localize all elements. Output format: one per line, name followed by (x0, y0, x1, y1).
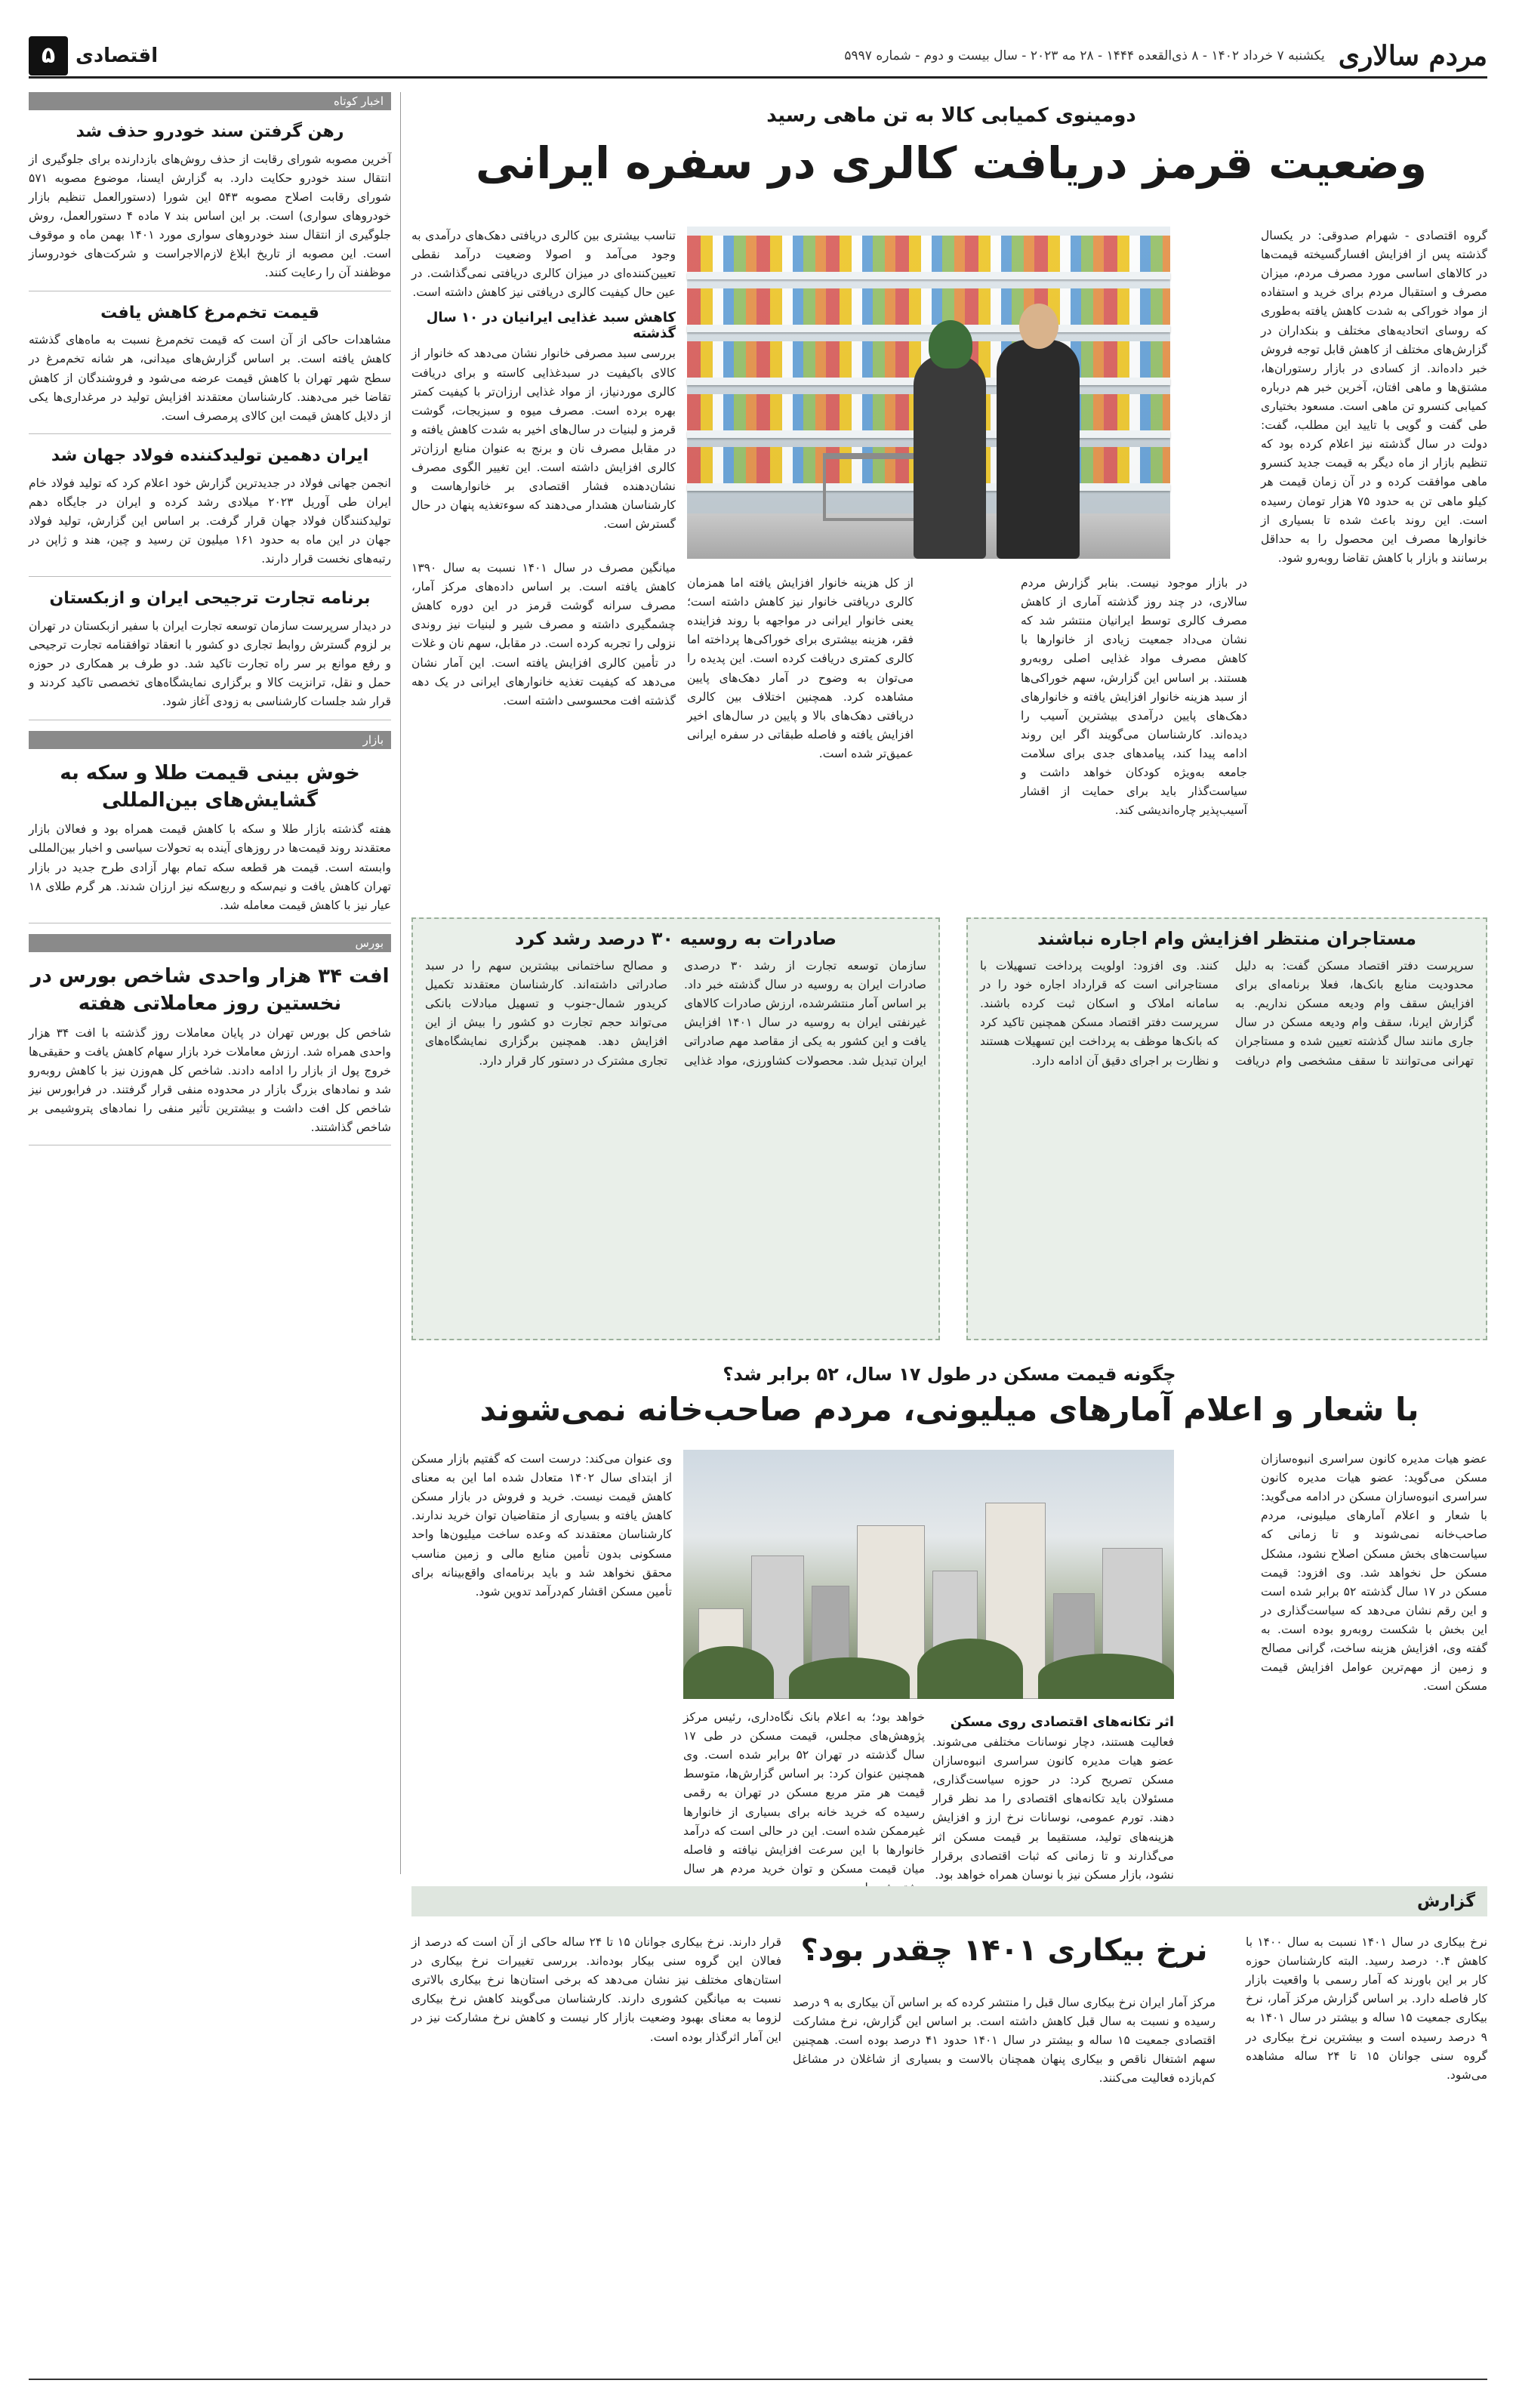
brief-text: در دیدار سرپرست سازمان توسعه تجارت ایران با سفیر ازبکستان در تهران بر لزوم گسترش روابط تجاری دو کشور با انعقاد توافقنامه تجارت ترجیحی و رفع موانع بر سر راه تجارت تاکید شد. دو طرف بر همکاری در حوزه حمل و نقل، ترانزیت کالا و برگزاری نمایشگاه‌های تخصصی تاکید کردند و قرار شد جلسات کارشناسی به زودی آغاز شود. (29, 619, 391, 709)
housing-column (683, 1708, 925, 1874)
news-briefs-sidebar (29, 92, 391, 1874)
brief-text: شاخص کل بورس تهران در پایان معاملات روز گذشته با افت ۳۴ هزار واحدی همراه شد. ارزش معاملات خرد بازار سهام کاهش یافت و حقیقی‌ها خروج پول از بازار را ادامه دادند. شاخص کل هم‌وزن نیز با کاهش روبه‌رو شد و نمادهای بزرگ بازار در محدوده منفی قرار گرفتند. در فرابورس نیز شاخص کل افت داشت و بیشترین تأثیر منفی را نمادهای پتروشیمی بر شاخص گذاشتند. (29, 1025, 391, 1135)
article-column (411, 227, 676, 544)
box-title: مستاجران منتظر افزایش وام اجاره نباشند (1037, 928, 1416, 949)
article-text: میانگین مصرف در سال ۱۴۰۱ نسبت به سال ۱۳۹۰ کاهش یافته است. بر اساس داده‌های مرکز آمار، مصرف سرانه گوشت قرمز در این دوره کاهش چشمگیری داشته و مصرف شیر و لبنیات نیز روندی نزولی را تجربه کرده است. در مقابل، سهم نان و غلات در تأمین کالری افزایش یافته است. این آمار نشان می‌دهد که کیفیت تغذیه خانوارهای ایرانی در یک دهه گذشته افت محسوسی داشته است. (411, 561, 676, 708)
report-text: مرکز آمار ایران نرخ بیکاری سال قبل را منتشر کرده که بر اساس آن بیکاری به ۹ درصد رسیده و نسبت به سال قبل کاهش داشته است. بر اساس این گزارش، نرخ مشارکت اقتصادی جمعیت ۱۵ ساله و بیشتر در سال ۱۴۰۱ حدود ۴۱ درصد بوده است. همچنین سهم اشتغال ناقص و بیکاری پنهان همچنان بالاست و بسیاری از شاغلان در مشاغل کم‌بازده فعالیت می‌کنند. (793, 1996, 1216, 2086)
housing-column (932, 1708, 1174, 1882)
report-column (411, 1933, 781, 2371)
housing-column (411, 1450, 672, 1873)
brief-title: رهن گرفتن سند خودرو حذف شد (75, 122, 344, 141)
brief (29, 302, 391, 434)
masthead-left (29, 36, 158, 76)
brief-title: خوش بینی قیمت طلا و سکه به گشایش‌های بین‌المللی (60, 761, 360, 812)
brief (29, 587, 391, 720)
brief-title: قیمت تخم‌مرغ کاهش یافت (100, 303, 319, 322)
masthead (29, 35, 1487, 79)
housing-column (1261, 1450, 1487, 1873)
section-tag: بورس (29, 934, 391, 952)
brief-text: انجمن جهانی فولاد در جدیدترین گزارش خود اعلام کرد که تولید فولاد خام ایران طی آوریل ۲۰۲۳ میلادی رشد کرده و ایران در جایگاه دهم تولیدکنندگان فولاد جهان قرار گرفت. بر اساس این گزارش، تولید فولاد جهان در این ماه به حدود ۱۶۱ میلیون تن رسید و چین، هند و ژاپن در رتبه‌های نخست قرار دارند. (29, 476, 392, 566)
box-text: سرپرست دفتر اقتصاد مسکن گفت: به دلیل محدودیت منابع بانک‌ها، فعلا برنامه‌ای برای افزایش سقف وام ودیعه مسکن نداریم. به گزارش ایرنا، سقف وام ودیعه مسکن در سال جاری مانند سال گذشته تعیین شده و مستاجران تهرانی می‌توانند تا سقف مشخصی وام دریافت کنند. وی افزود: اولویت پرداخت تسهیلات با مستاجرانی است که قرارداد اجاره خود را در سامانه املاک و اسکان ثبت کرده باشند. سرپرست دفتر اقتصاد مسکن همچنین تاکید کرد که بانک‌ها موظف به پرداخت این تسهیلات هستند و نظارت بر اجرای دقیق آن ادامه دارد. (980, 959, 1474, 1068)
report-column (1246, 1933, 1487, 2371)
report-section-bar (411, 1886, 1487, 1916)
article-text: از کل هزینه خانوار افزایش یافته اما همزمان کالری دریافتی خانوار نیز کاهش داشته است؛ یعنی خانوار ایرانی در مواجهه با روند فزاینده فقر، هزینه بیشتری برای خوراکی‌ها پرداخته اما کالری کمتری دریافت کرده است. این پدیده را می‌توان به وضوح در آمار دهک‌های پایین مشاهده کرد. همچنین اختلاف بین کالری دریافتی دهک‌های بالا و پایین در سال‌های اخیر افزایش یافته و فاصله طبقاتی در سفره ایرانی عمیق‌تر شده است. (687, 576, 914, 760)
section-tag: اخبار کوتاه (29, 92, 391, 110)
article-column (411, 559, 676, 906)
brief-title: افت ۳۴ هزار واحدی شاخص بورس در نخستین روز معاملاتی هفته (30, 964, 390, 1016)
brief-text: هفته گذشته بازار طلا و سکه با کاهش قیمت همراه بود و فعالان بازار معتقدند روند قیمت‌ها در روزهای آینده به تحولات سیاسی و اخبار بین‌المللی وابسته است. قیمت هر قطعه سکه تمام بهار آزادی طرح جدید در بازار تهران کاهش یافت و نیم‌سکه و ربع‌سکه نیز ارزان شدند. هر گرم طلای ۱۸ عیار نیز با کاهش قیمت معامله شد. (29, 822, 391, 912)
housing-kicker: چگونه قیمت مسکن در طول ۱۷ سال، ۵۲ برابر شد؟ (723, 1364, 1176, 1385)
housing-text: عضو هیات مدیره کانون سراسری انبوه‌سازان مسکن می‌گوید: عضو هیات مدیره کانون سراسری انبوه‌سازان مسکن در ادامه می‌گوید: با شعار و اعلام آمارهای میلیونی، مردم صاحب‌خانه نمی‌شوند و تا زمانی که سیاست‌های بخش مسکن اصلاح نشود، مشکل مسکن حل نخواهد شد. وی افزود: قیمت مسکن در ۱۷ سال گذشته ۵۲ برابر شده است و این رقم نشان می‌دهد که سیاست‌گذاری در این بخش با شکست روبه‌رو بوده است. به گفته وی، افزایش هزینه ساخت، گرانی مصالح و زمین از مهم‌ترین عوامل افزایش قیمت مسکن است. (1261, 1452, 1487, 1694)
brief (29, 760, 391, 923)
article-text: گروه اقتصادی - شهرام صدوقی: در یکسال گذشته پس از افزایش افسارگسیخته قیمت‌ها در کالاهای اساسی مورد مصرف مردم، میزان مصرف و استقبال مردم برای خرید و استفاده از مواد خوراکی به شدت کاهش یافته به‌طوری که روسای اتحادیه‌های مختلف و بنکداران در گزارش‌های مختلف از کاهش قابل توجه فروش خبر داده‌اند. از کسادی در بازار رستوران‌ها، مشتق‌ها و ماهی افتان، آخرین خبر هم درباره کمیابی کنسرو تن ماهی است. مسعود بختیاری طی گفت و گویی با تایید این مطلب، گفت: دولت در سال گذشته نیز اعلام کرده بود که تنظیم بازار از ماه دیگر به قیمت جدید کنسرو ماهی موافقت کرده و در آن زمان قیمت هر کیلو ماهی تن به حدود ۷۵ هزار تومان رسیده است. این روند باعث شده تا بسیاری از خانوارها مصرف این محصول را به حداقل برسانند و بازار با کاهش تقاضا روبه‌رو شود. (1261, 229, 1487, 565)
brief-title: برنامه تجارت ترجیحی ایران و ازبکستان (49, 589, 371, 609)
brief-title: ایران دهمین تولیدکننده فولاد جهان شد (51, 446, 369, 465)
bottom-rule (29, 2379, 1487, 2380)
report-text: نرخ بیکاری در سال ۱۴۰۱ نسبت به سال ۱۴۰۰ با کاهش ۰.۴ درصد رسید. البته کارشناسان حوزه کار بر این باورند که آمار رسمی با واقعیت بازار کار فاصله دارد. بر اساس گزارش مرکز آمار، نرخ بیکاری جمعیت ۱۵ ساله و بیشتر در سال ۱۴۰۱ به ۹ درصد رسیده است و بیشترین نرخ بیکاری در گروه سنی جوانان ۱۵ تا ۲۴ ساله مشاهده می‌شود. (1246, 1935, 1487, 2082)
report-headline: نرخ بیکاری ۱۴۰۱ چقدر بود؟ (800, 1933, 1208, 1968)
issue-line: یکشنبه ۷ خرداد ۱۴۰۲ - ۸ ذی‌القعده ۱۴۴۴ - ۲۸ مه ۲۰۲۳ - سال بیست و دوم - شماره ۵۹۹۷ (844, 48, 1325, 63)
article-column (1021, 574, 1247, 906)
export-box (411, 917, 940, 1340)
report-text: قرار دارند. نرخ بیکاری جوانان ۱۵ تا ۲۴ ساله حاکی از آن است که درصد از فعالان این گروه سنی بیکار بوده‌اند. بررسی تغییرات نرخ بیکاری در استان‌های مختلف نیز نشان می‌دهد که برخی استان‌ها نرخ بیکاری بالاتری نسبت به میانگین کشوری دارند. کارشناسان می‌گویند کاهش نرخ بیکاری لزوما به معنای بهبود وضعیت بازار کار نیست و کاهش نرخ مشارکت نیز در این آمار اثرگذار بوده است. (411, 1935, 782, 2044)
housing-headline: با شعار و اعلام آمارهای میلیونی، مردم صاحب‌خانه نمی‌شوند (479, 1391, 1419, 1428)
brief (29, 121, 391, 291)
box-text: سازمان توسعه تجارت از رشد ۳۰ درصدی صادرات ایران به روسیه در سال گذشته خبر داد. بر اساس آمار منتشرشده، ارزش صادرات کالاهای غیرنفتی ایران به روسیه در سال ۱۴۰۱ افزایش یافت و این کشور به یکی از مقاصد مهم صادراتی ایران تبدیل شد. محصولات کشاورزی، مواد غذایی و مصالح ساختمانی بیشترین سهم را در سبد صادراتی داشته‌اند. کارشناسان معتقدند تکمیل کریدور شمال-جنوب و تسهیل مبادلات بانکی می‌تواند حجم تجارت دو کشور را بیش از این افزایش دهد. همچنین برگزاری نمایشگاه‌های تجاری مشترک در دستور کار قرار دارد. (425, 959, 926, 1068)
housing-text: خواهد بود؛ به اعلام بانک نگاه‌داری، رئیس مرکز پژوهش‌های مجلس، قیمت مسکن در طی ۱۷ سال گذشته در تهران ۵۲ برابر شده است. وی همچنین عنوان کرد: بر اساس گزارش‌ها، متوسط قیمت هر متر مربع مسکن در تهران به رقمی رسیده که خرید خانه برای بسیاری از خانوارها غیرممکن شده است. این در حالی است که درآمد خانوارها با این سرعت افزایش نیافته و فاصله میان قیمت مسکن و توان خرید مردم هر سال (683, 1710, 925, 1876)
article-column (687, 574, 914, 906)
page-number: ۵ (29, 36, 68, 76)
newspaper-logo: مردم سالاری (1338, 39, 1487, 72)
article-text: بررسی سبد مصرفی خانوار نشان می‌دهد که خانوار از کالای باکیفیت در سبدغذایی کاسته و برای دریافت کالری موردنیاز، از مواد غذایی ارزان‌تر با کیفیت کمتر بهره برده است. مصرف میوه و سبزیجات، گوشت قرمز و لبنیات در سال‌های اخیر به شدت کاهش یافته و در مقابل مصرف نان و برنج به عنوان منابع ارزان‌تر کالری افزایش داشته است. این تغییر الگوی مصرف نشان‌دهنده فشار اقتصادی بر خانوارهاست و کارشناسان هشدار می‌دهند که سوءتغذیه پنهان در حال گسترش است. (411, 347, 676, 532)
masthead-right (844, 40, 1487, 72)
box-title: صادرات به روسیه ۳۰ درصد رشد کرد (514, 928, 837, 949)
article-text: تناسب بیشتری بین کالری دریافتی دهک‌های درآمدی به وجود می‌آمد و اصولا وضعیت درآمد نقطی تعیین‌کننده‌ای در میزان کالری دریافتی نمی‌گذاشت. در عین حال کیفیت کالری دریافتی نیز کاهش داشته است. (411, 229, 676, 300)
report-column (793, 1993, 1216, 2371)
tehran-cityscape-photo (683, 1450, 1174, 1699)
supermarket-photo (687, 227, 1170, 559)
housing-text: فعالیت هستند، دچار نوسانات مختلفی می‌شوند. عضو هیات مدیره کانون سراسری انبوه‌سازان مسکن تصریح کرد: در حوزه سیاست‌گذاری، مسئولان باید تکانه‌های اقتصادی را مد نظر قرار دهند. تورم عمومی، نوسانات نرخ ارز و افزایش هزینه‌های تولید، مستقیما بر قیمت مسکن اثر می‌گذارند و تا زمانی که ثبات اقتصادی برقرار نشود، بازار مسکن نیز با نوسان همراه خواهد بود. (932, 1735, 1174, 1882)
report-label: گزارش (1416, 1892, 1475, 1911)
section-tag: بازار (29, 731, 391, 749)
article-text: در بازار موجود نیست. بنابر گزارش مردم سالاری، در چند روز گذشته آماری از کاهش مصرف کالری توسط ایرانیان منتشر شد که نشان می‌داد جمعیت زیادی از خانوارها با کاهش مصرف مواد غذایی اصلی روبه‌رو هستند. بر اساس این گزارش، سهم خوراکی‌ها از سبد هزینه خانوار افزایش یافته و خانوارهای دهک‌های پایین درآمدی بیشترین آسیب را دیده‌اند. کارشناسان می‌گویند اگر این روند ادامه پیدا کند، پیامدهای جدی برای سلامت جامعه به‌ویژه کودکان خواهد داشت و سیاست‌گذار باید برای حمایت از اقشار آسیب‌پذیر چاره‌اندیشی کند. (1021, 576, 1247, 818)
housing-text: وی عنوان می‌کند: درست است که گفتیم بازار مسکن از ابتدای سال ۱۴۰۲ متعادل شده اما این به معنای کاهش قیمت نیست. خرید و فروش در بازار مسکن کاهش یافته و بسیاری از متقاضیان توان خرید ندارند. کارشناسان معتقدند که وعده ساخت میلیون‌ها واحد مسکونی بدون تأمین منابع مالی و زمین مناسب محقق نخواهد شد و باید برنامه‌ای واقع‌بینانه برای تأمین مسکن اقشار کم‌درآمد تدوین شود. (411, 1452, 672, 1599)
article-headline: وضعیت قرمز دریافت کالری در سفره ایرانی (475, 137, 1428, 189)
article-column (1261, 227, 1487, 906)
rent-loan-box (966, 917, 1487, 1340)
brief-text: مشاهدات حاکی از آن است که قیمت تخم‌مرغ نسبت به ماه‌های گذشته کاهش یافته است. بر اساس گزارش‌های میدانی، هر شانه تخم‌مرغ در سطح شهر تهران با کاهش قیمت عرضه می‌شود و فروشندگان از کاهش تقاضا خبر می‌دهند. کارشناسان معتقدند افزایش تولید در مرغداری‌ها یکی از دلایل کاهش قیمت این کالای پرمصرف است. (29, 333, 391, 423)
brief-text: آخرین مصوبه شورای رقابت از حذف روش‌های بازدارنده برای جلوگیری از انتقال سند خودرو حکایت دارد. به گزارش ایسنا، موضوع مصوبه ۵۷۱ شورای رقابت اصلاح مصوبه ۵۴۳ این شورا (دستورالعمل تنظیم بازار خودروهای سواری) است. بر این اساس بند ۷ ماده ۴ دستورالعمل، روش جلوگیری از انتقال سند خودروهای سواری مورد ۱۴۰۱ بهمن ماه و موقوف است. این مصوبه از تاریخ ابلاغ لازم‌الاجراست و شرکت‌های خودروساز موظفند آن را رعایت کنند. (29, 152, 392, 280)
article-kicker: دومینوی کمیابی کالا به تن ماهی رسید (766, 104, 1136, 127)
brief (29, 445, 391, 577)
housing-subheading: اثر تکانه‌های اقتصادی روی مسکن (950, 1714, 1174, 1730)
column-divider (400, 92, 401, 1874)
article-subheading: کاهش سبد غذایی ایرانیان در ۱۰ سال گذشته (426, 310, 676, 342)
brief (29, 963, 391, 1145)
section-name: اقتصادی (75, 44, 159, 67)
